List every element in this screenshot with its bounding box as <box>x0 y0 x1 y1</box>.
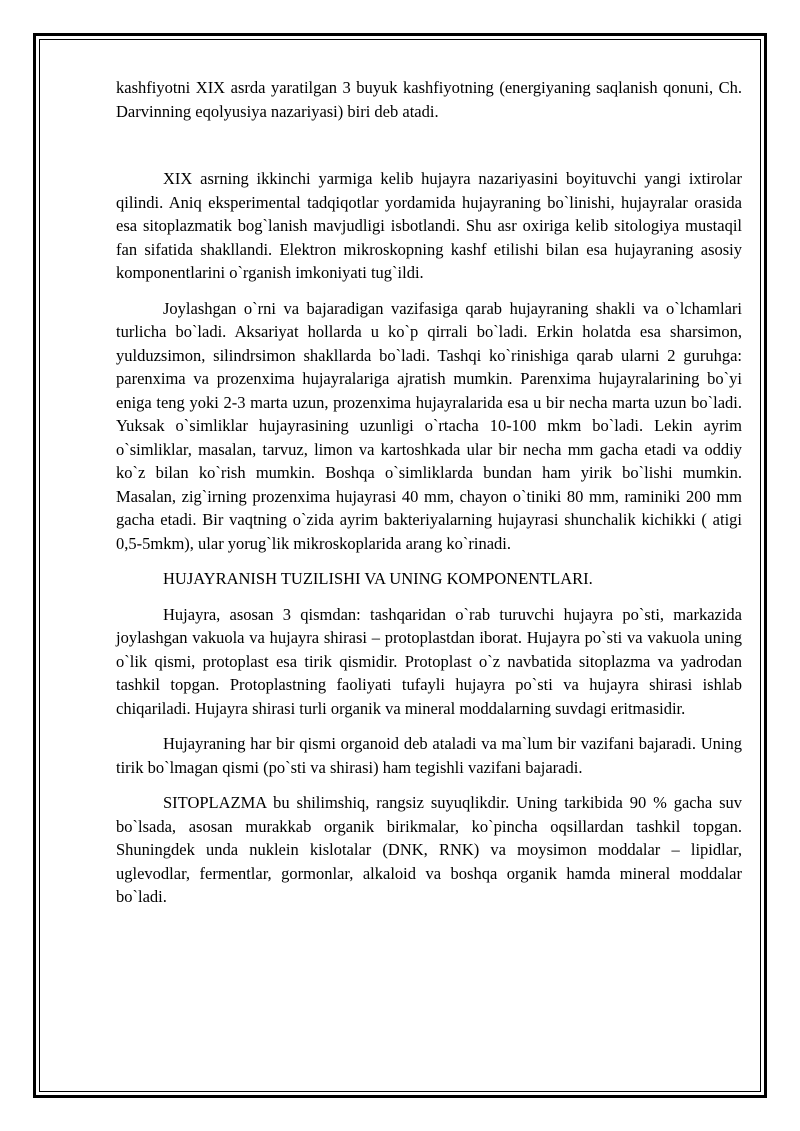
paragraph-organoid: Hujayraning har bir qismi organoid deb ataladi va ma`lum bir vazifani bajaradi. Uning tirik bo`lmagan qismi (po`sti va shirasi) ham tegishli vazifani bajaradi. <box>116 734 742 777</box>
section-heading: HUJAYRANISH TUZILISHI VA UNING KOMPONENTLARI. <box>163 569 593 588</box>
paragraph-cytoplasm: SITOPLAZMA bu shilimshiq, rangsiz suyuqlikdir. Uning tarkibida 90 % gacha suv bo`lsada, asosan murakkab organik birikmalar, ko`pincha oqsillardan tashkil topgan. Shuningdek unda nuklein kislotalar (DNK, RNK) va moysimon moddalar – lipidlar, uglevodlar, fermentlar, gormonlar, alkaloid va boshqa organik hamda mineral moddalar bo`ladi. <box>116 793 742 906</box>
paragraph-cell-shape: Joylashgan o`rni va bajaradigan vazifasiga qarab hujayraning shakli va o`lchamlari turlicha bo`ladi. Aksariyat hollarda u ko`p qirrali bo`ladi. Erkin holatda esa sharsimon, yulduzsimon, silindrsimon shakllarda bo`ladi. Tashqi ko`rinishiga qarab ularni 2 guruhga: parenxima va prozenxima hujayralariga ajratish mumkin. Parenxima hujayralarining bo`yi eniga teng yoki 2-3 marta uzun, prozenxima hujayralarida esa u bir necha marta uzun bo`ladi. Yuksak o`simliklar hujayrasining uzunligi o`rtacha 10-100 mkm bo`ladi. Lekin ayrim o`simliklar, masalan, tarvuz, limon va kartoshkada ular bir necha mm gacha etadi va oddiy ko`z bilan ko`rish mumkin. Boshqa o`simliklarda bundan ham yirik bo`lishi mumkin. Masalan, zig`irning prozenxima hujayrasi 40 mm, chayon o`tiniki 80 mm, raminiki 200 mm gacha etadi. Bir vaqtning o`zida ayrim bakteriyalarning hujayrasi shunchalik kichikki ( atigi 0,5-5mkm), ular yorug`lik mikroskoplarida arang ko`rinadi. <box>116 298 742 553</box>
paragraph-cell-theory: XIX asrning ikkinchi yarmiga kelib hujayra nazariyasini boyituvchi yangi ixtirolar qilindi. Aniq eksperimental tadqiqotlar yordamida hujayraning bo`linishi, hujayralar orasida esa sitoplazmatik bog`lanish mavjudligi isbotlandi. Shu asr oxiriga kelib sitologiya mustaqil fan sifatida shakllandi. Elektron mikroskopning kashf etilishi bilan esa hujayraning asosiy komponentlarini o`rganish imkoniyati tug`ildi. <box>116 169 742 282</box>
document-body <box>116 76 742 921</box>
paragraph-continuation: kashfiyotni XIX asrda yaratilgan 3 buyuk kashfiyotning (energiyaning saqlanish qonuni, Ch. Darvinning eqolyusiya nazariyasi) biri deb atadi. <box>116 78 742 121</box>
paragraph-spacer <box>116 123 742 167</box>
paragraph-cell-parts: Hujayra, asosan 3 qismdan: tashqaridan o`rab turuvchi hujayra po`sti, markazida joylashgan vakuola va hujayra shirasi – protoplastdan iborat. Hujayra po`sti va vakuola uning o`lik qismi, protoplast esa tirik qismidir. Protoplast o`z navbatida sitoplazma va yadrodan tashkil topgan. Protoplastning faoliyati tufayli hujayra po`sti va hujayra shirasi ishlab chiqariladi. Hujayra shirasi turli organik va mineral moddalarning suvdagi eritmasidir. <box>116 604 742 718</box>
